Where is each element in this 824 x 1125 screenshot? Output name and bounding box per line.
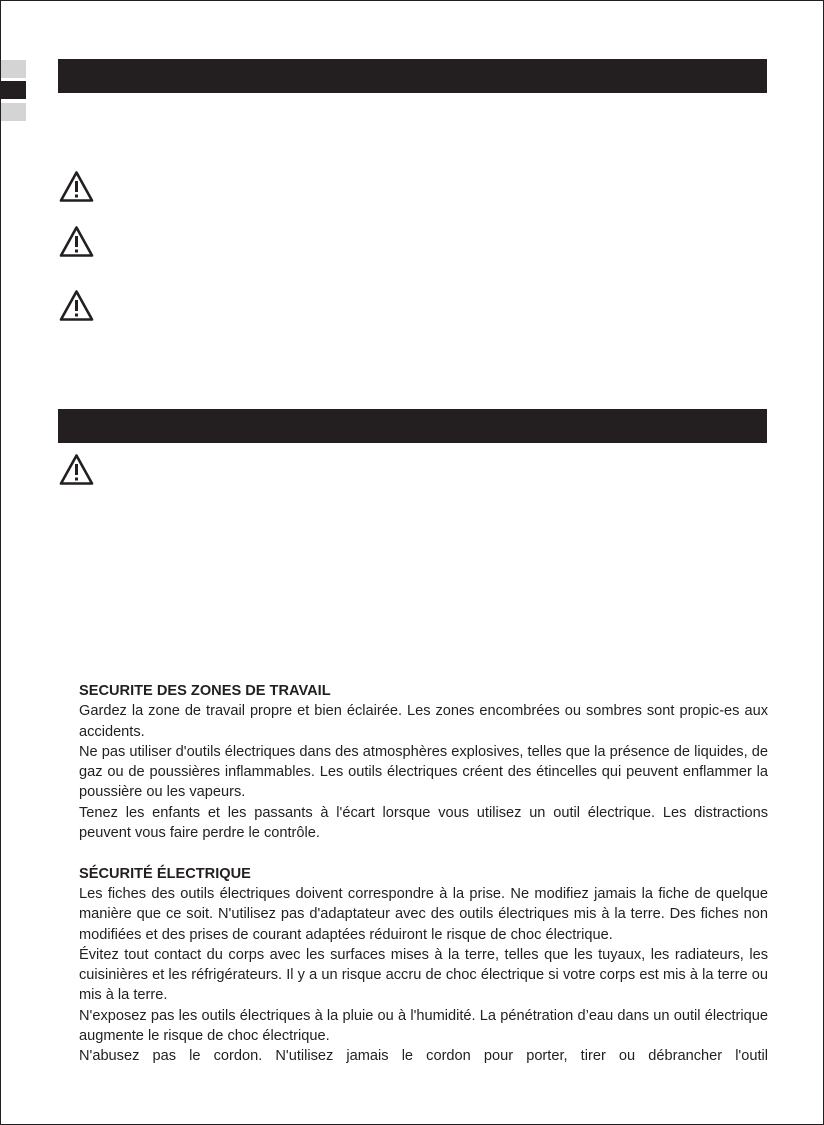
section-header-bar	[58, 59, 767, 93]
warning-triangle-icon	[59, 225, 94, 258]
paragraph: Évitez tout contact du corps avec les surfaces mises à la terre, telles que les tuyaux, les radiateurs, les cuisinières et les réfrigérateurs. Il y a un risque accru de choc électrique si votre corps est mis à la terre ou mis à la terre.	[79, 946, 768, 1004]
section-heading-work-area: SECURITE DES ZONES DE TRAVAIL	[79, 683, 331, 699]
paragraph: Gardez la zone de travail propre et bien éclairée. Les zones encombrées ou sombres sont propic-es aux accidents.	[79, 703, 768, 740]
language-tab	[1, 60, 26, 78]
section-heading-electrical: SÉCURITÉ ÉLECTRIQUE	[79, 865, 251, 882]
language-tab-active	[1, 81, 26, 99]
section-header-bar	[58, 409, 767, 443]
paragraph: N'abusez pas le cordon. N'utilisez jamais le cordon pour porter, tirer ou débrancher l'outil	[79, 1048, 768, 1065]
paragraph: Tenez les enfants et les passants à l'écart lorsque vous utilisez un outil électrique. Les distractions peuvent vous faire perdre le contrôle.	[79, 804, 768, 842]
warning-triangle-icon	[59, 170, 94, 203]
warning-triangle-icon	[59, 289, 94, 322]
paragraph: Les fiches des outils électriques doivent correspondre à la prise. Ne modifiez jamais la fiche de quelque manière que ce soit. N'utilisez pas d'adaptateur avec des outils électriques mis à la terre. Des fiches non modifiées et des prises de courant adaptées réduiront le risque de choc électrique.	[79, 885, 768, 943]
language-tab	[1, 103, 26, 121]
paragraph: N'exposez pas les outils électriques à la pluie ou à l'humidité. La pénétration d’eau dans un outil électrique augmente le risque de choc électrique.	[79, 1007, 768, 1045]
warning-triangle-icon	[59, 453, 94, 486]
spacer	[79, 843, 768, 863]
safety-instructions	[79, 681, 768, 1067]
paragraph: Ne pas utiliser d'outils électriques dans des atmosphères explosives, telles que la présence de liquides, de gaz ou de poussières inflammables. Les outils électriques créent des étincelles qui peuvent enflammer la poussière ou les vapeurs.	[79, 743, 768, 801]
